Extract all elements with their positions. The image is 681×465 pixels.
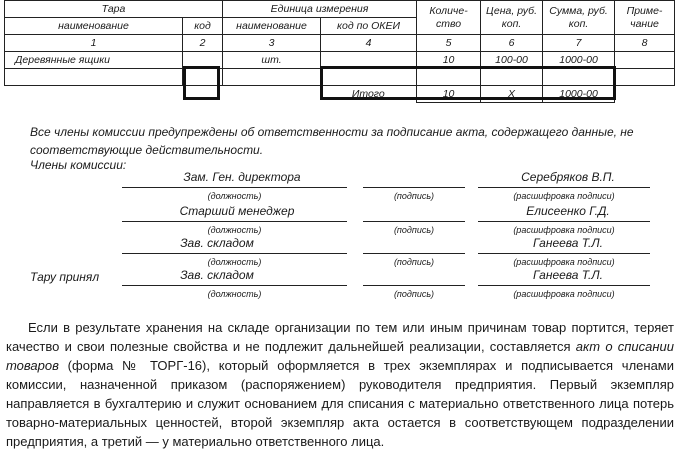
col-number: 4 <box>321 35 417 52</box>
col-number: 6 <box>481 35 543 52</box>
row-qty: 10 <box>417 52 481 69</box>
members-label: Члены комиссии: <box>30 158 127 172</box>
header-sum: Сумма, руб. коп. <box>543 1 615 35</box>
signature-row <box>0 268 681 302</box>
col-number: 7 <box>543 35 615 52</box>
caption-signature: (подпись) <box>393 191 435 201</box>
header-unit-okei: код по ОКЕИ <box>321 18 417 35</box>
caption-position: (должность) <box>207 257 262 267</box>
caption-signature: (подпись) <box>393 257 435 267</box>
col-number: 2 <box>183 35 223 52</box>
signer-position: Старший менеджер <box>179 204 295 218</box>
empty-cell <box>615 69 675 86</box>
caption-decode: (расшифровка подписи) <box>513 289 615 299</box>
header-tara-code: код <box>183 18 223 35</box>
responsibility-warning: Все члены комиссии предупреждены об ответственности за подписание акта, содержащего данные, не соответствующие действительности. <box>30 125 634 157</box>
row-unit: шт. <box>223 52 321 69</box>
total-sum: 1000-00 <box>543 86 615 103</box>
empty-cell <box>5 69 183 86</box>
caption-position: (должность) <box>207 191 262 201</box>
empty-cell <box>223 69 321 86</box>
col-number: 5 <box>417 35 481 52</box>
signer-name: Елисеенко Г.Д. <box>526 204 610 218</box>
col-number: 3 <box>223 35 321 52</box>
highlight-frame-okei <box>320 66 616 100</box>
col-number: 1 <box>5 35 183 52</box>
signature-row <box>0 204 681 238</box>
body-paragraph: Если в результате хранения на складе организации по тем или иным причинам товар портится, теряет качество и свои полезные свойства и не подлежит дальнейшей реализации, составляется акт о списании товаров (форма № ТОРГ-16), который оформляется в трех экземплярах и подписывается членами комиссии, назначенной приказом (распоряжением) руководителя предприятия. Первый экземпляр направляется в бухгалтерию и служит основанием для списания с материально ответственного лица потерь товарно-материальных ценностей, второй экземпляр акта остается в соответствующем подразделении предприятия, а третий — у материально ответственного лица. <box>6 320 674 449</box>
signature-row <box>0 236 681 270</box>
caption-signature: (подпись) <box>393 225 435 235</box>
tara-received-label: Тару принял <box>30 270 100 284</box>
header-unit: Единица измерения <box>223 1 417 18</box>
caption-decode: (расшифровка подписи) <box>513 257 615 267</box>
header-qty: Количе- ство <box>417 1 481 35</box>
tara-table <box>0 0 681 122</box>
signer-position: Зав. складом <box>180 236 254 250</box>
row-sum: 1000-00 <box>543 52 615 69</box>
row-name: Деревянные ящики <box>5 52 183 69</box>
signer-position: Зав. складом <box>180 268 254 282</box>
signer-name: Ганеева Т.Л. <box>533 268 603 282</box>
row-price: 100-00 <box>481 52 543 69</box>
header-tara-name: наименование <box>5 18 183 35</box>
signer-name: Ганеева Т.Л. <box>533 236 603 250</box>
caption-position: (должность) <box>207 289 262 299</box>
signature-row <box>0 170 681 204</box>
header-note: Приме- чание <box>615 1 675 35</box>
signer-name: Серебряков В.П. <box>521 170 615 184</box>
total-price: Х <box>481 86 543 103</box>
col-number: 8 <box>615 35 675 52</box>
caption-position: (должность) <box>207 225 262 235</box>
header-unit-name: наименование <box>223 18 321 35</box>
caption-decode: (расшифровка подписи) <box>513 225 615 235</box>
signer-position: Зам. Ген. директора <box>183 170 301 184</box>
act-name: акт о списании товаров <box>6 339 674 373</box>
caption-signature: (подпись) <box>393 289 435 299</box>
header-tara: Тара <box>5 1 223 18</box>
total-label: Итого <box>351 87 385 100</box>
header-price: Цена, руб. коп. <box>481 1 543 35</box>
highlight-frame-code <box>183 66 220 100</box>
total-qty: 10 <box>417 86 481 103</box>
row-note <box>615 52 675 69</box>
caption-decode: (расшифровка подписи) <box>513 191 615 201</box>
